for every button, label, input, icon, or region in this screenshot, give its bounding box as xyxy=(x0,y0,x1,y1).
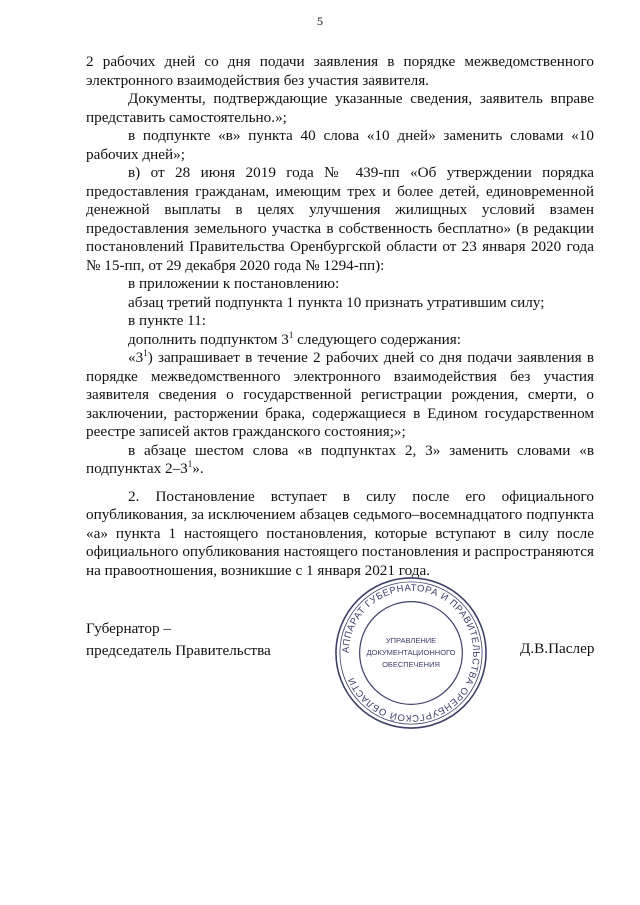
paragraph-text: ) запрашивает в течение 2 рабочих дней со дня подачи заявления в порядке межведомственного электронного взаимодействия без участия заявителя сведения о государственной регистрации рождения, смерти, о заключении, расторжении брака, содержащиеся в Едином государственном реестре записей актов гражданского состояния;»; xyxy=(86,349,594,440)
paragraph: в приложении к постановлению: xyxy=(128,275,340,292)
signature-position-line: Губернатор – xyxy=(86,620,171,637)
superscript: 1 xyxy=(288,329,294,340)
paragraph: в подпункте «в» пункта 40 слова «10 дней» заменить словами «10 рабочих дней»; xyxy=(86,127,594,163)
stamp-center-line: УПРАВЛЕНИЕ xyxy=(385,636,437,646)
spacer xyxy=(86,479,594,488)
paragraph-text: следующего содержания: xyxy=(293,330,461,348)
paragraph: абзац третий подпункта 1 пункта 10 признать утратившим силу; xyxy=(128,293,545,311)
stamp-center-line: ОБЕСПЕЧЕНИЯ xyxy=(382,659,440,669)
signature-position-line: председатель Правительства xyxy=(86,642,271,659)
paragraph-text: дополнить подпунктом 3 xyxy=(128,330,289,348)
paragraph-subitem-text xyxy=(86,349,594,442)
final-paragraph: 2. Постановление вступает в силу после его официального опубликования, за исключением абзацев седьмого–восемнадцатого подпункта «а» пункта 1 настоящего постановления, которые вступают в силу после официального опубликования настоящего постановления и распространяются на правоотношения, возникшие с 1 января 2021 года. xyxy=(86,487,594,579)
paragraph: 2 рабочих дней со дня подачи заявления в порядке межведомственного электронного взаимодействия без участия заявителя. xyxy=(86,53,594,89)
paragraph-text: «3 xyxy=(128,349,144,366)
superscript: 1 xyxy=(187,458,193,469)
stamp-ring-path: АППАРАТ ГУБЕРНАТОРА И ПРАВИТЕЛЬСТВА ОРЕНБУРГСКОЙ ОБЛАСТИ xyxy=(340,582,482,724)
official-stamp xyxy=(332,574,490,732)
paragraph-text: ». xyxy=(192,460,204,477)
paragraph-add-subitem xyxy=(86,331,594,350)
paragraph: Документы, подтверждающие указанные сведения, заявитель вправе представить самостоятельно.»; xyxy=(86,90,594,126)
stamp-center-line: ДОКУМЕНТАЦИОННОГО xyxy=(366,647,456,657)
paragraph: в) от 28 июня 2019 года № 439-пп «Об утверждении порядка предоставления гражданам, имеющим трех и более детей, единовременной денежной выплаты в целях улучшения жилищных условий взамен предоставления земельного участка в собственность бесплатно» (в редакции постановлений Правительства Оренбургской области от 23 января 2020 года № 15-пп, от 29 декабря 2020 года № 1294-пп): xyxy=(86,164,594,274)
paragraph: в пункте 11: xyxy=(128,312,207,329)
paragraph-replace-words xyxy=(86,442,594,479)
page-number: 5 xyxy=(317,14,323,28)
paragraph-text: в абзаце шестом слова «в подпунктах 2, 3» заменить словами «в подпунктах 2–3 xyxy=(86,441,594,477)
superscript: 1 xyxy=(143,347,148,358)
signatory-name: Д.В.Паслер xyxy=(520,640,595,657)
signature-position xyxy=(86,618,271,662)
document-body xyxy=(86,53,594,580)
